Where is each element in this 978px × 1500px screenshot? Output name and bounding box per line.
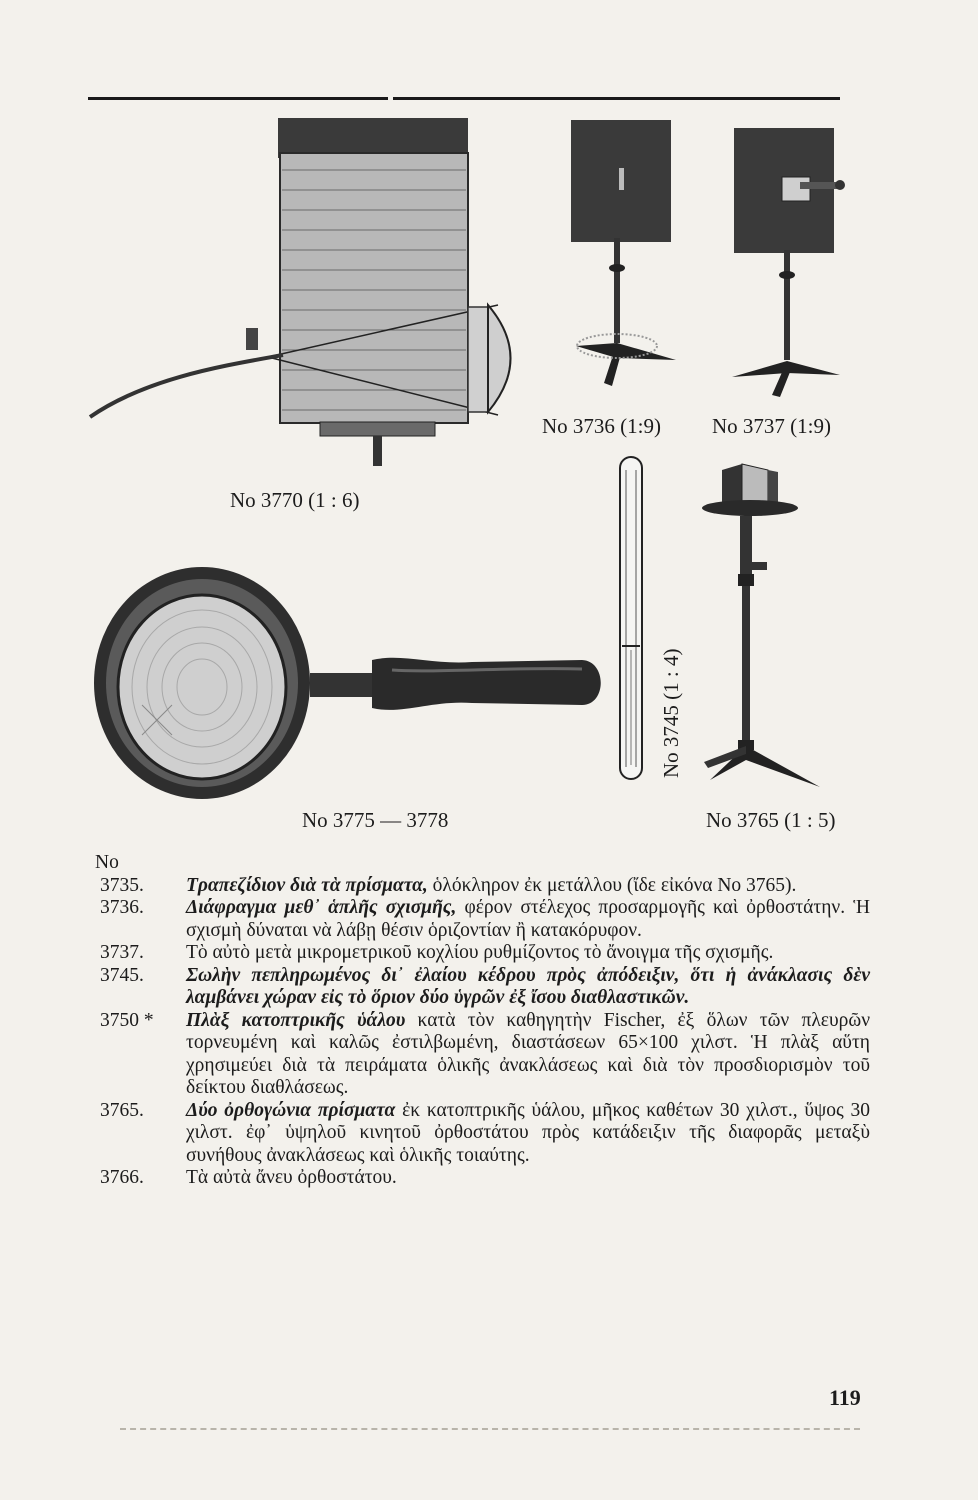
bottom-rule xyxy=(120,1428,860,1430)
entry-text: κατὰ τὸν καθηγητὴν Fischer, ἐξ ὅλων τῶν πλευρῶν τορνευμένη καὶ καλῶς ἐστιλβωμένη, διαστάσεων 65×100 χιλστ. Ἡ πλὰξ αὕτη χρησιμεύει διὰ τὰ πειράματα ὁλικῆς ἀνακλάσεως καὶ διὰ τὸν προσδιορισμὸν τοῦ δείκτου διαθλάσεως. xyxy=(186,1009,871,1098)
entry-text: Τὰ αὐτὰ ἄνευ ὀρθοστάτου. xyxy=(186,1167,397,1188)
entry-number: 3737. xyxy=(100,942,144,963)
entry-title: Πλὰξ κατοπτρικῆς ὑάλου xyxy=(186,1009,406,1031)
entry-text: Τὸ αὐτὸ μετὰ μικρομετρικοῦ κοχλίου ρυθμίζοντος τὸ ἄνοιγμα τῆς σχισμῆς. xyxy=(186,942,774,963)
top-rule xyxy=(88,97,388,100)
catalog-entries xyxy=(95,852,871,1190)
figure-3765-prism-stand xyxy=(700,462,840,797)
entry-number: 3745. xyxy=(100,964,144,986)
entry-number: 3736. xyxy=(100,897,144,918)
entry-number: 3750 * xyxy=(100,1009,154,1031)
caption-3765: No 3765 (1 : 5) xyxy=(706,808,836,832)
entry-3750 xyxy=(100,1010,870,1100)
entry-body xyxy=(186,1167,870,1190)
entry-body xyxy=(186,897,870,942)
entry-text: ἐκ κατοπτρικῆς ὑάλου, μῆκος καθέτων 30 χιλστ., ὕψος 30 χιλστ. ἐφ᾽ ὑψηλοῦ κινητοῦ ὀρθοστάτου πρὸς κατάδειξιν τῆς διαφορᾶς μεταξὺ συνήθους ἀνακλάσεως καὶ ὁλικῆς τοιαύτης. xyxy=(186,1099,871,1166)
figure-3736-slit-diaphragm xyxy=(566,118,691,398)
entry-3766 xyxy=(100,1167,870,1190)
caption-3775: No 3775 — 3778 xyxy=(302,808,449,832)
entry-body xyxy=(186,942,870,965)
catalog-header: No xyxy=(95,852,119,873)
entry-3765 xyxy=(100,1100,870,1168)
entry-number: 3735. xyxy=(100,874,144,896)
entry-title: Δύο ὀρθογώνια πρίσματα xyxy=(186,1099,396,1121)
entry-number: 3766. xyxy=(100,1167,144,1188)
entry-body xyxy=(186,1010,870,1100)
caption-3736: No 3736 (1:9) xyxy=(542,414,661,438)
entry-text: ὁλόκληρον ἐκ μετάλλου (ἴδε εἰκόνα No 3765). xyxy=(432,874,797,896)
entry-3736 xyxy=(100,897,870,942)
figure-3775-magnifier xyxy=(92,565,607,805)
caption-3737: No 3737 (1:9) xyxy=(712,414,831,438)
entry-title: Διάφραγμα μεθ᾽ ἁπλῆς σχισμῆς, xyxy=(186,897,457,918)
entry-number: 3765. xyxy=(100,1099,144,1121)
entry-body xyxy=(186,1100,870,1168)
top-rule-2 xyxy=(393,97,840,100)
caption-3770: No 3770 (1 : 6) xyxy=(230,488,360,512)
figure-3745-tube xyxy=(612,455,652,785)
entry-body xyxy=(186,875,870,898)
entry-title: Σωλὴν πεπληρωμένος δι᾽ ἐλαίου κέδρου πρὸς ἀπόδειξιν, ὅτι ἡ ἀνάκλασις δὲν λαμβάνει χώραν εἰς τὸ ὅριον δύο ὑγρῶν ἐξ ἴσου διαθλαστικῶν. xyxy=(186,964,870,1008)
entry-body xyxy=(186,965,870,1010)
entry-3745 xyxy=(100,965,870,1010)
figure-3737-micrometer-slit xyxy=(722,125,847,400)
caption-3745: No 3745 (1 : 4) xyxy=(659,648,683,778)
figure-3770-lamp xyxy=(88,115,538,470)
entry-3737 xyxy=(100,942,870,965)
entry-3735 xyxy=(100,875,870,898)
page-number: 119 xyxy=(829,1385,861,1410)
entry-text: φέρον στέλεχος προσαρμογῆς καὶ ὀρθοστάτην. Ἡ σχισμὴ δύναται νὰ λάβῃ θέσιν ὁριζοντίαν ἢ κατακόρυφον. xyxy=(186,897,870,941)
entry-title: Τραπεζίδιον διὰ τὰ πρίσματα, xyxy=(186,874,428,896)
